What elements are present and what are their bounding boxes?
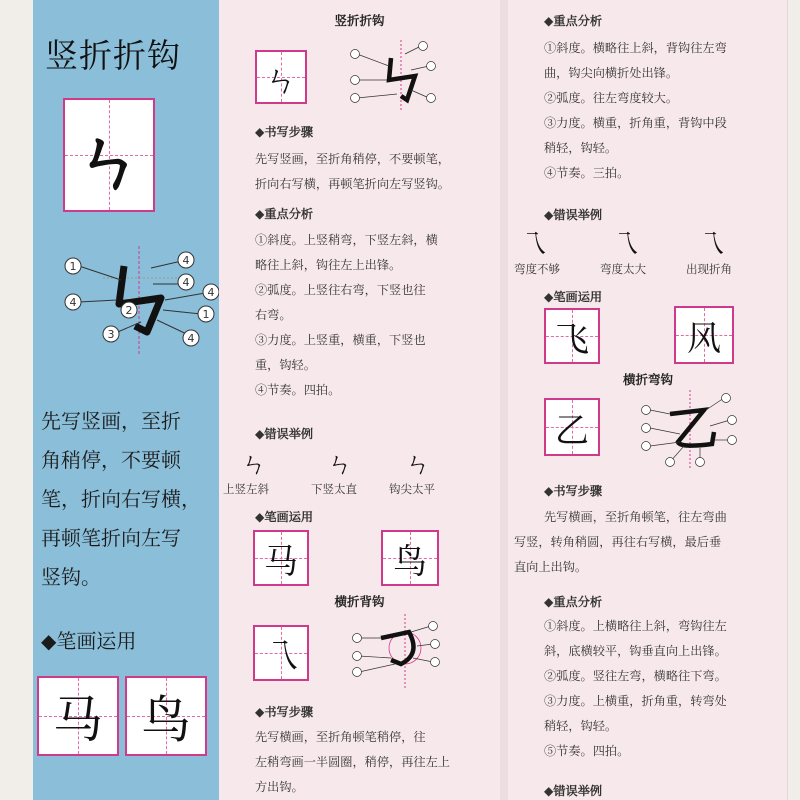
r-analysis2-line-2: 斜，底横较平，钩垂直向上出锋。 — [544, 644, 727, 658]
svg-text:3: 3 — [107, 328, 115, 341]
usage-char-1: 马 — [53, 691, 103, 749]
r-error-glyph-2: 乁 — [612, 230, 639, 260]
section-title-3: 横折弯钩 — [622, 372, 673, 387]
steps2-text — [255, 725, 500, 800]
left-usage-heading: ◆笔画运用 — [41, 629, 137, 653]
analysis-line-4: 右弯。 — [255, 308, 292, 322]
steps2-line-1: 先写横画，至折角顿笔稍停，往 — [255, 730, 426, 744]
error-label-2: 下竖太直 — [311, 482, 357, 496]
middle-column — [219, 0, 500, 800]
r-analysis-line-5: 稍轻，钩轻。 — [544, 141, 618, 155]
r-error-label-1: 弯度不够 — [514, 262, 560, 276]
errors-heading: ◆错误举例 — [255, 427, 314, 441]
mid-stroke-diagram — [349, 40, 439, 112]
mid-char2: 乁 — [264, 636, 298, 677]
usage-char-2: 鸟 — [141, 691, 191, 749]
stroke-title: 竖折折钩 — [45, 36, 181, 75]
main-char: ㄣ — [74, 118, 144, 202]
mid-usage-box-2 — [381, 530, 439, 586]
r-usage-char-2: 风 — [687, 318, 721, 359]
steps-text — [255, 147, 495, 197]
svg-text:4: 4 — [69, 296, 77, 309]
analysis-line-3: ②弧度。上竖往右弯，下竖也往 — [255, 283, 426, 297]
r-steps-line-3: 直向上出钩。 — [514, 560, 588, 574]
analysis-text — [255, 228, 500, 403]
mid-usage-char-1: 马 — [264, 541, 298, 582]
r-error-label-2: 弯度太大 — [600, 262, 646, 276]
analysis-heading: ◆重点分析 — [255, 207, 314, 221]
r-steps-line-1: 先写横画，至折角顿笔，往左弯曲 — [544, 510, 727, 524]
mid-char-grid — [255, 50, 307, 104]
r-usage-box-1 — [544, 308, 600, 364]
r-analysis-heading: ◆重点分析 — [544, 14, 603, 28]
svg-text:4: 4 — [182, 276, 190, 289]
r-analysis-line-6: ④节奏。三拍。 — [544, 166, 630, 180]
r-steps-line-2: 写竖，转角稍圆，再往右写横，最后垂 — [514, 535, 722, 549]
error-glyph-2: ㄣ — [327, 450, 354, 480]
r-analysis2-text — [544, 614, 786, 764]
stroke-order-diagram — [61, 246, 215, 356]
left-description — [41, 402, 219, 597]
mid-char2-grid — [253, 625, 309, 681]
svg-text:1: 1 — [202, 308, 210, 321]
desc-line-2: 角稍停，不要顿 — [41, 448, 181, 472]
r-analysis-line-2: 曲，钩尖向横折处出锋。 — [544, 66, 679, 80]
r-char3-grid — [544, 398, 600, 456]
r-usage-heading: ◆笔画运用 — [544, 290, 603, 304]
r-analysis2-line-3: ②弧度。竖往左弯，横略往下弯。 — [544, 669, 727, 683]
steps-line-2: 折向右写横，再顿笔折向左写竖钩。 — [255, 177, 450, 191]
page-margin-left — [0, 0, 33, 800]
r-error-label-3: 出现折角 — [686, 262, 732, 276]
analysis-line-1: ①斜度。上竖稍弯，下竖左斜，横 — [255, 233, 438, 247]
steps2-line-3: 方出钩。 — [255, 780, 304, 794]
svg-text:1: 1 — [69, 260, 77, 273]
r-usage-char-1: 飞 — [555, 319, 589, 360]
analysis-line-6: 重，钩轻。 — [255, 358, 316, 372]
error-label-1: 上竖左斜 — [223, 482, 269, 496]
r-analysis2-line-4: ③力度。上横重，折角重，转弯处 — [544, 694, 727, 708]
usage-heading: ◆笔画运用 — [255, 510, 314, 524]
error-label-3: 钩尖太平 — [389, 482, 435, 496]
r-analysis-line-1: ①斜度。横略往上斜，背钩往左弯 — [544, 41, 727, 55]
section-title-1: 竖折折钩 — [334, 13, 385, 28]
r-error-glyph-1: 乁 — [520, 230, 547, 260]
r-char3: 乙 — [555, 410, 589, 451]
r-steps-text — [514, 505, 786, 580]
error-glyph-1: ㄣ — [241, 450, 268, 480]
mid-stroke2-diagram — [351, 614, 441, 690]
r-analysis2-heading: ◆重点分析 — [544, 595, 603, 609]
analysis-line-2: 略往上斜，钩往左上出锋。 — [255, 258, 402, 272]
left-column — [33, 0, 219, 800]
section-title-2: 横折背钩 — [334, 594, 385, 609]
mid-char: ㄣ — [264, 60, 298, 101]
desc-line-3: 笔，折向右写横， — [41, 487, 201, 511]
desc-line-1: 先写竖画，至折 — [41, 409, 181, 433]
r-analysis-line-3: ②弧度。往左弯度较大。 — [544, 91, 679, 105]
r-analysis-text — [544, 36, 786, 186]
svg-text:4: 4 — [182, 254, 190, 267]
usage-char-box-2 — [125, 676, 207, 756]
r-errors2-heading: ◆错误举例 — [544, 784, 603, 798]
page-margin-right — [788, 0, 800, 800]
right-column — [508, 0, 788, 800]
r-analysis2-line-6: ⑤节奏。四拍。 — [544, 744, 630, 758]
steps-line-1: 先写竖画，至折角稍停，不要顿笔， — [255, 152, 450, 166]
error-glyph-3: ㄣ — [405, 450, 432, 480]
r-analysis2-line-5: 稍轻，钩轻。 — [544, 719, 618, 733]
analysis-line-7: ④节奏。四拍。 — [255, 383, 341, 397]
usage-char-box-1 — [37, 676, 119, 756]
r-usage-box-2 — [674, 306, 734, 364]
r-errors-heading: ◆错误举例 — [544, 208, 603, 222]
svg-text:4: 4 — [207, 286, 215, 299]
steps2-heading: ◆书写步骤 — [255, 705, 314, 719]
mid-usage-char-2: 鸟 — [393, 541, 427, 582]
svg-text:4: 4 — [187, 332, 195, 345]
steps2-line-2: 左稍弯画一半圆圈，稍停，再往左上 — [255, 755, 450, 769]
steps-heading: ◆书写步骤 — [255, 125, 314, 139]
r-steps-heading: ◆书写步骤 — [544, 484, 603, 498]
desc-line-5: 竖钩。 — [41, 565, 101, 589]
analysis-line-5: ③力度。上竖重，横重，下竖也 — [255, 333, 426, 347]
r-analysis2-line-1: ①斜度。上横略往上斜，弯钩往左 — [544, 619, 727, 633]
r-error-glyph-3: 乁 — [698, 230, 725, 260]
r-stroke3-diagram — [640, 390, 740, 468]
desc-line-4: 再顿笔折向左写 — [41, 526, 181, 550]
svg-text:2: 2 — [125, 304, 133, 317]
r-analysis-line-4: ③力度。横重，折角重，背钩中段 — [544, 116, 727, 130]
main-char-grid — [63, 98, 155, 212]
mid-usage-box-1 — [253, 530, 309, 586]
column-divider — [500, 0, 508, 800]
